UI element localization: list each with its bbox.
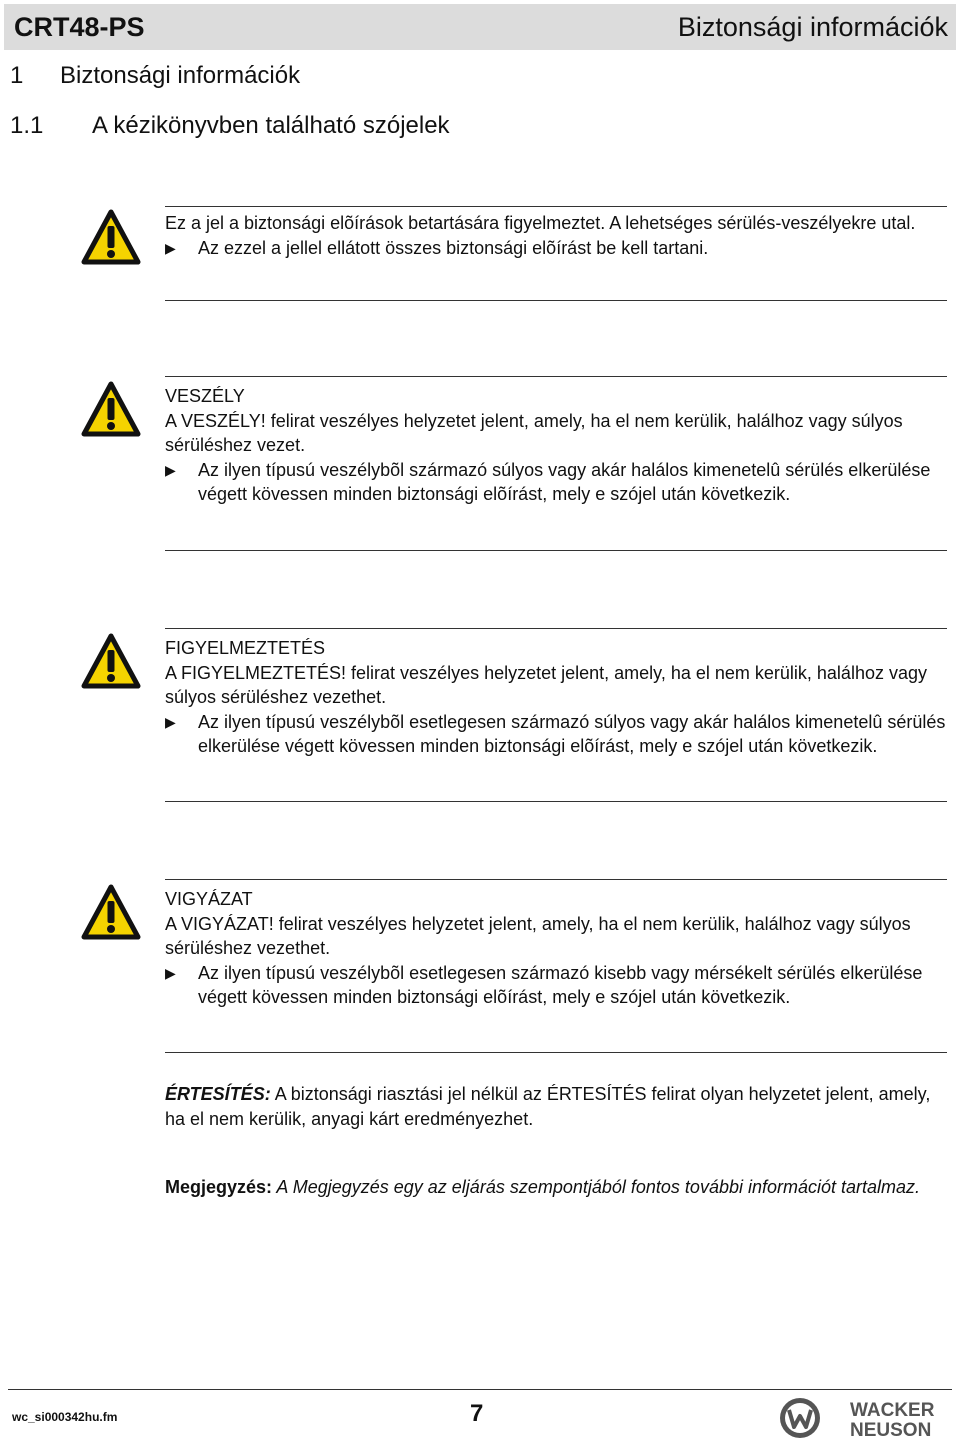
note-label: Megjegyzés: [165,1177,273,1197]
heading-2-text: A kézikönyvben található szójelek [92,112,450,139]
divider [165,550,947,551]
step-text: Az ezzel a jellel ellátott összes biztonsági elõírást be kell tartani. [198,237,709,258]
notice-paragraph [165,1082,947,1131]
step-text: Az ilyen típusú veszélybõl esetlegesen származó kisebb vagy mérsékelt sérülés elkerülése végett kövessen minden biztonsági elõírást, mely e szójel után következik. [198,962,923,1007]
notice-text: A biztonsági riasztási jel nélkül az ÉRTESÍTÉS felirat olyan helyzetet jelent, amely, ha el nem kerülik, anyagi kárt eredményezhet. [165,1084,931,1129]
warning-title: FIGYELMEZTETÉS [165,638,326,658]
page-number: 7 [470,1400,484,1427]
section-name: Biztonsági információk [677,11,948,42]
notice-label: ÉRTESÍTÉS: [165,1084,271,1104]
warning-triangle-icon [80,208,142,266]
heading-1 [10,62,300,90]
footer-divider [8,1389,952,1390]
warning-triangle-icon [80,632,142,690]
warning-triangle-icon [80,883,142,941]
warning-block [165,628,947,759]
note-paragraph [165,1175,947,1200]
logo-line1: WACKER [850,1400,935,1421]
warning-text: A FIGYELMEZTETÉS! felirat veszélyes helyzetet jelent, amely, ha el nem kerülik, halálhoz vagy súlyos sérüléshez vezethet. [165,662,927,707]
step-item [165,710,947,759]
caution-text: A VIGYÁZAT! felirat veszélyes helyzetet jelent, amely, ha el nem kerülik, halálhoz vagy súlyos sérüléshez vezethet. [165,913,911,958]
divider [165,300,947,301]
symbol-text: Ez a jel a biztonsági elõírások betartására figyelmeztet. A lehetséges sérülés-veszélyekre utal. [165,213,916,233]
danger-title: VESZÉLY [165,386,245,406]
product-name: CRT48-PS [14,11,145,42]
caution-title: VIGYÁZAT [165,889,253,909]
step-triangle-icon: ▶ [165,461,176,478]
divider [165,801,947,802]
step-triangle-icon: ▶ [165,713,176,730]
step-item [165,458,947,507]
step-triangle-icon: ▶ [165,239,176,256]
heading-2-number: 1.1 [10,112,44,139]
step-item [165,961,947,1010]
step-text: Az ilyen típusú veszélybõl esetlegesen származó súlyos vagy akár halálos kimenetelû sérülés elkerülése végett kövessen minden biztonsági elõírást, mely e szójel után következik. [198,711,946,756]
step-text: Az ilyen típusú veszélybõl származó súlyos vagy akár halálos kimenetelû sérülés elkerülése végett kövessen minden biztonsági elõírást, mely e szójel után következik. [198,459,931,504]
danger-block [165,376,947,507]
heading-2 [10,112,450,140]
caution-block [165,879,947,1010]
step-triangle-icon: ▶ [165,964,176,981]
divider [165,1052,947,1053]
warning-triangle-icon [80,380,142,438]
footer-filename: wc_si000342hu.fm [12,1410,118,1424]
logo-line2: NEUSON [850,1420,932,1440]
symbol-block [165,206,947,260]
heading-1-number: 1 [10,62,24,89]
wacker-neuson-logo [778,1396,956,1440]
page-header [4,4,956,50]
note-text: A Megjegyzés egy az eljárás szempontjából fontos további információt tartalmaz. [272,1177,921,1197]
heading-1-text: Biztonsági információk [60,62,301,89]
danger-text: A VESZÉLY! felirat veszélyes helyzetet jelent, amely, ha el nem kerülik, halálhoz vagy súlyos sérüléshez vezet. [165,410,903,455]
step-item [165,236,947,261]
